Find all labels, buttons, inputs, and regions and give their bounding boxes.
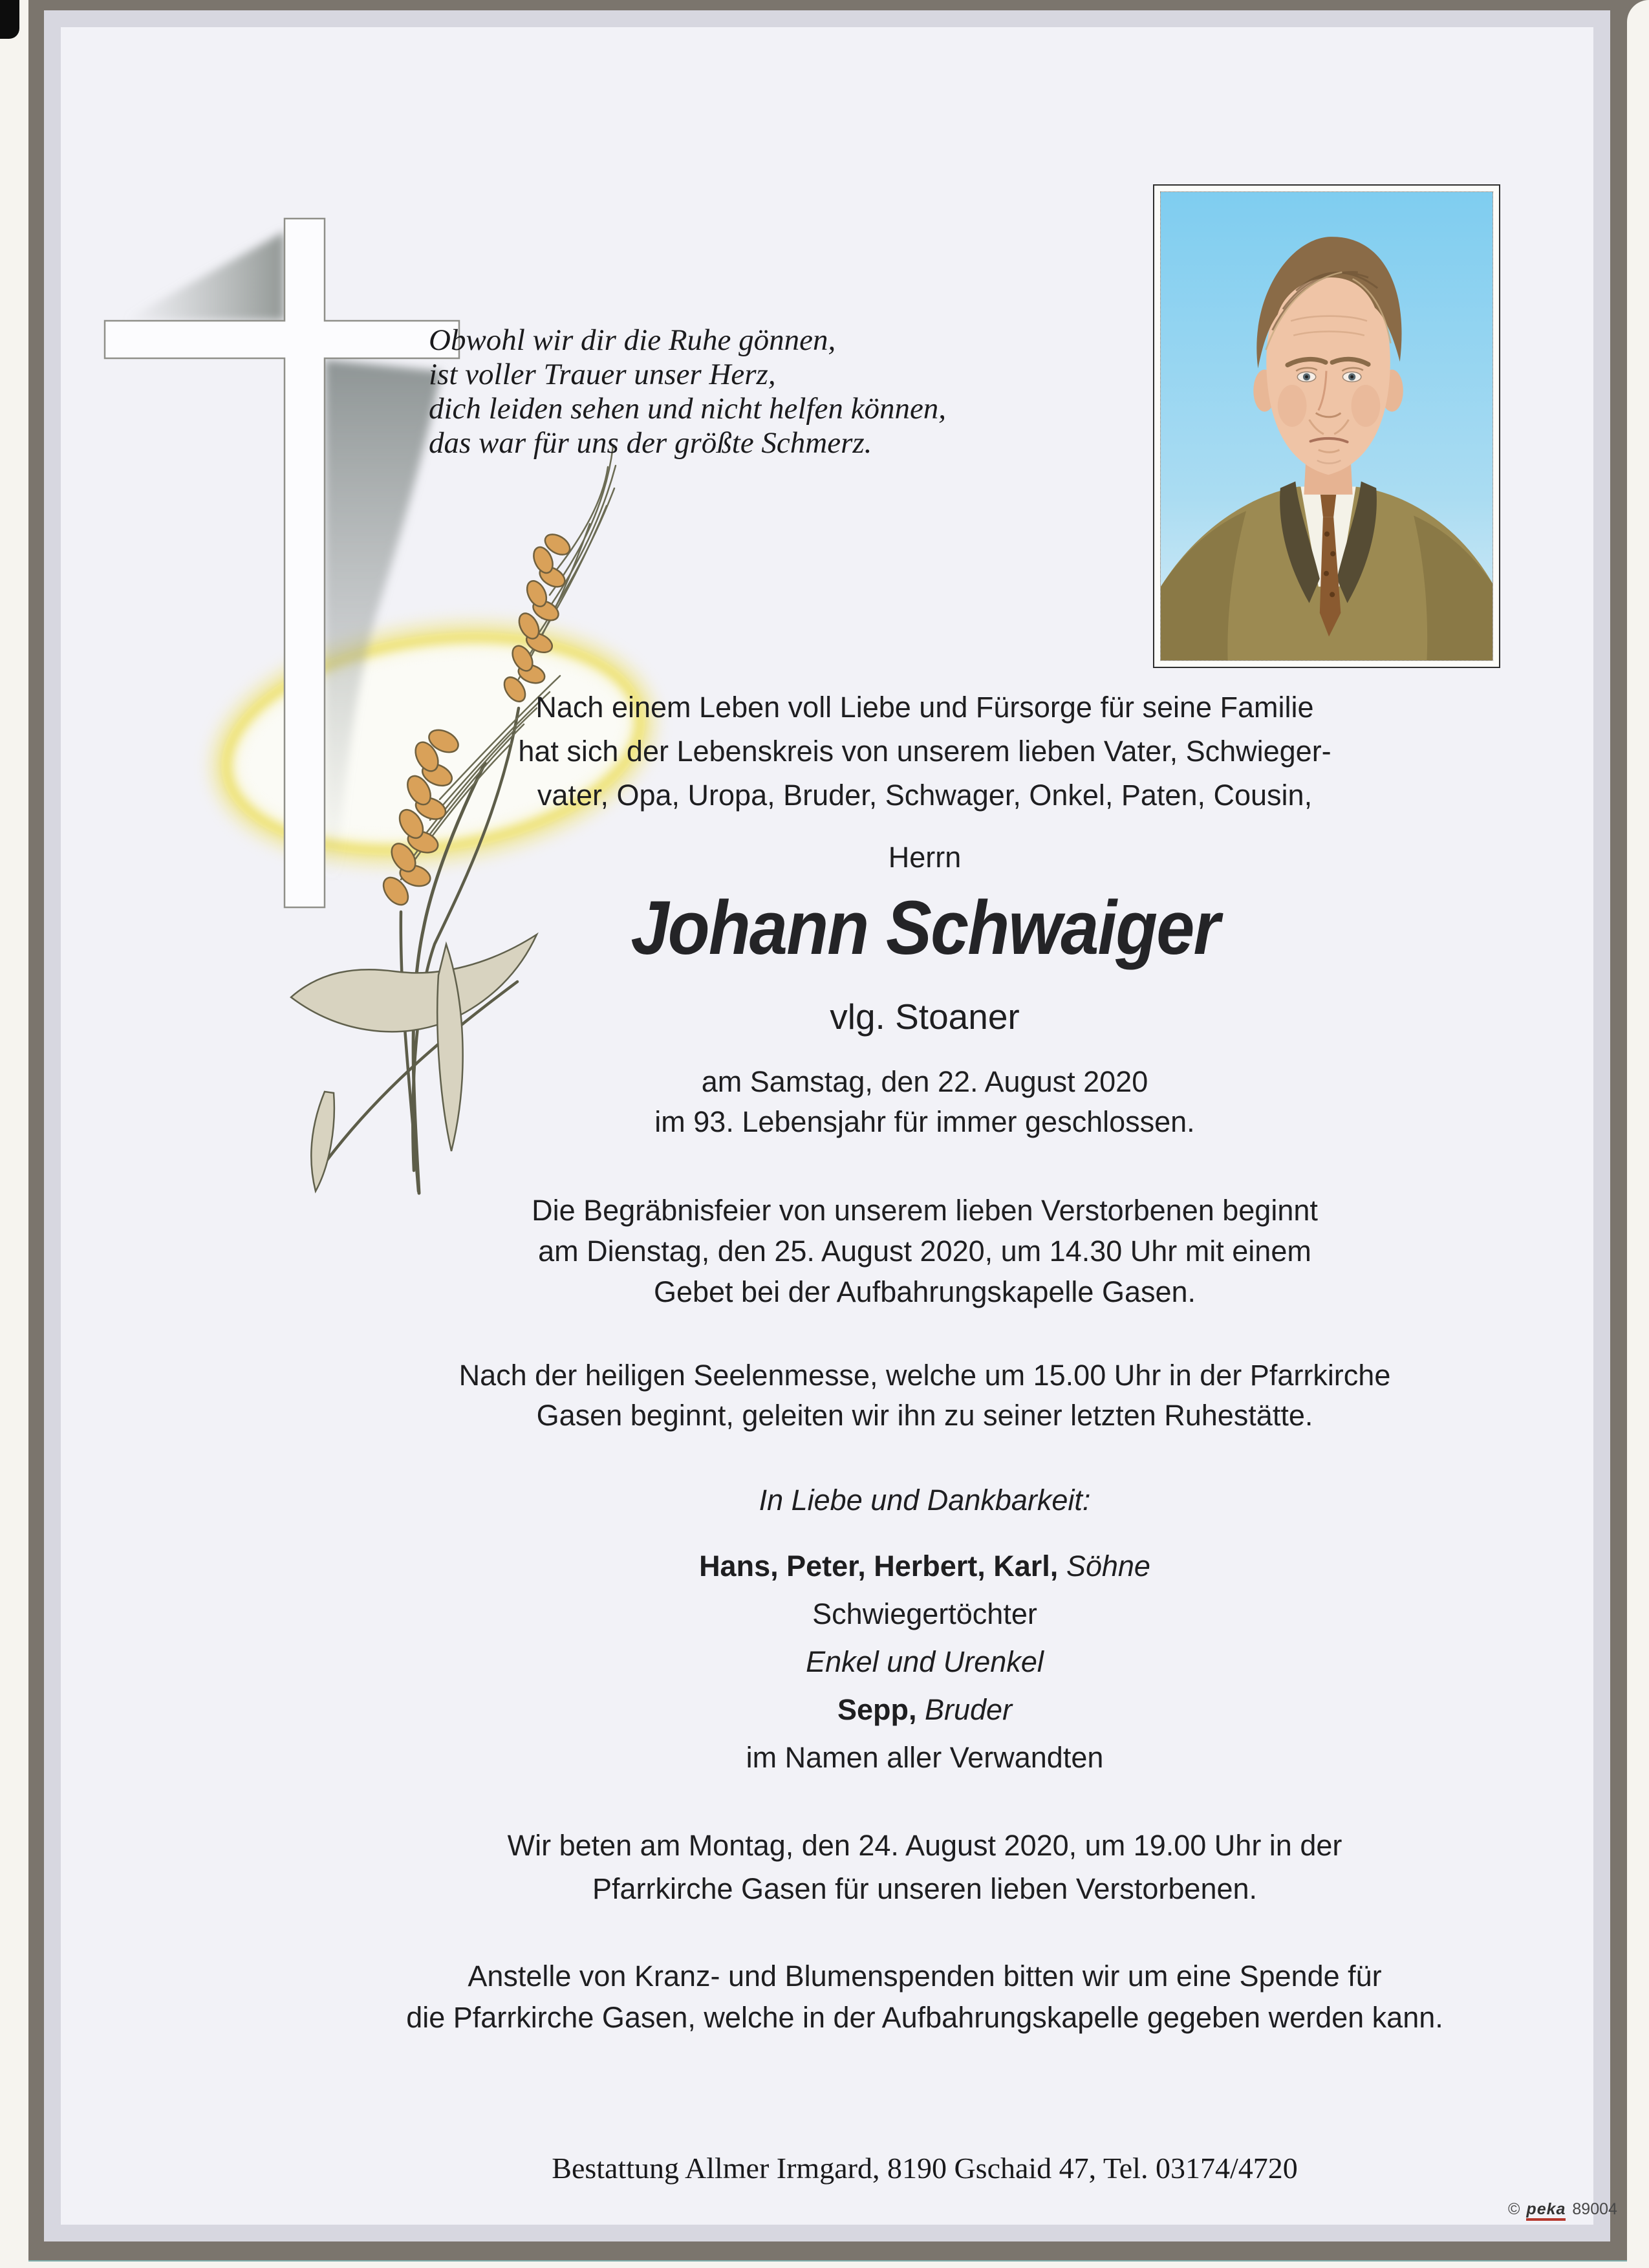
family-grandchildren-line: Enkel und Urenkel [806, 1645, 1044, 1678]
intro-line: vater, Opa, Uropa, Bruder, Schwager, Onkel, Paten, Cousin, [537, 779, 1313, 812]
cross-shadow-upper [123, 232, 285, 321]
poem-line: ist voller Trauer unser Herz, [429, 358, 776, 391]
portrait-photo [1160, 191, 1493, 661]
funeral-home-line: Bestattung Allmer Irmgard, 8190 Gschaid 47, Tel. 03174/4720 [552, 2152, 1298, 2185]
copyright-icon: © [1508, 2200, 1520, 2218]
prayer-line: Wir beten am Montag, den 24. August 2020, um 19.00 Uhr in der [507, 1829, 1342, 1862]
deceased-name-text: Johann Schwaiger [630, 885, 1219, 971]
print-credit-code: 89004 [1572, 2200, 1617, 2218]
intro-line: hat sich der Lebenskreis von unserem lieben Vater, Schwieger- [518, 735, 1331, 768]
prayer-line: Pfarrkirche Gasen für unseren lieben Verstorbenen. [592, 1872, 1258, 1905]
sons-relation: Söhne [1066, 1550, 1150, 1582]
scanner-edge-bottom [28, 2260, 1627, 2268]
poem-line: Obwohl wir dir die Ruhe gönnen, [429, 323, 836, 357]
prayer-notice [382, 1824, 1468, 1910]
family-sons-line [382, 1550, 1468, 1583]
honorific: Herrn [888, 841, 962, 874]
funeral-line: Gebet bei der Aufbahrungskapelle Gasen. [653, 1275, 1196, 1308]
funeral-line: Die Begräbnisfeier von unserem lieben Verstorbenen beginnt [532, 1194, 1318, 1227]
scanner-edge-left [0, 0, 28, 2268]
intro-line: Nach einem Leben voll Liebe und Fürsorge für seine Familie [535, 691, 1314, 724]
poem-line: das war für uns der größte Schmerz. [429, 426, 872, 460]
peka-logo: peka [1526, 2201, 1566, 2221]
print-credit [1508, 2200, 1617, 2221]
requiem-line: Gasen beginnt, geleiten wir ihn zu seiner letzten Ruhestätte. [536, 1399, 1313, 1432]
scanner-edge-right [1627, 0, 1649, 2268]
intro-paragraph [382, 686, 1468, 817]
donation-line: Anstelle von Kranz- und Blumenspenden bitten wir um eine Spende für [468, 1960, 1382, 1993]
poem-line: dich leiden sehen und nicht helfen können, [429, 392, 947, 426]
vulgo-name: vlg. Stoaner [830, 997, 1020, 1037]
gratitude-heading: In Liebe und Dankbarkeit: [759, 1484, 1091, 1517]
sons-names: Hans, Peter, Herbert, Karl, [699, 1550, 1059, 1582]
deceased-name [382, 880, 1468, 1000]
death-date-block [382, 1062, 1468, 1142]
brother-relation: Bruder [924, 1693, 1013, 1726]
death-date-line: am Samstag, den 22. August 2020 [701, 1065, 1148, 1098]
requiem-notice [382, 1355, 1468, 1436]
family-brother-line [382, 1693, 1468, 1727]
donation-line: die Pfarrkirche Gasen, welche in der Aufbahrungskapelle gegeben werden kann. [406, 2001, 1443, 2034]
family-daughters-in-law-line: Schwiegertöchter [812, 1597, 1037, 1630]
portrait-photo-frame [1153, 184, 1500, 668]
portrait-illustration [1161, 192, 1493, 660]
family-closing-line: im Namen aller Verwandten [746, 1741, 1104, 1774]
requiem-line: Nach der heiligen Seelenmesse, welche um 15.00 Uhr in der Pfarrkirche [458, 1359, 1391, 1392]
scanner-corner-shadow [0, 0, 19, 39]
death-age-line: im 93. Lebensjahr für immer geschlossen. [654, 1105, 1195, 1138]
donation-notice [382, 1956, 1468, 2038]
memorial-poem [429, 323, 946, 460]
brother-name: Sepp, [837, 1693, 917, 1726]
funeral-line: am Dienstag, den 25. August 2020, um 14.30 Uhr mit einem [538, 1235, 1311, 1268]
funeral-notice [382, 1190, 1468, 1312]
